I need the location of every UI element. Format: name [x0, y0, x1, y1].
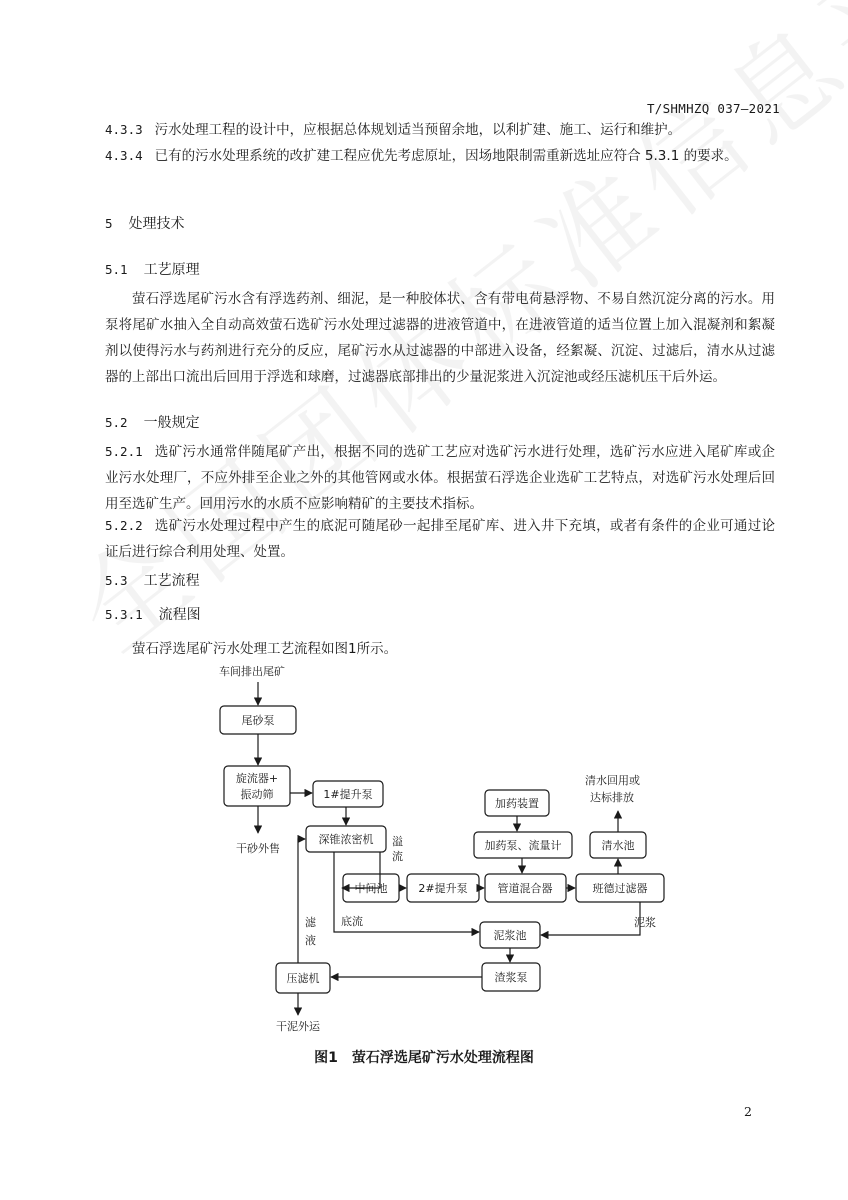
clause-text: 已有的污水处理系统的改扩建工程应优先考虑原址，因场地限制需重新选址应符合 5.3.1 的要求。 [154, 148, 738, 164]
section-title: 处理技术 [128, 216, 185, 232]
dry-mud-label: 干泥外运 [276, 1020, 320, 1033]
overflow-label-1: 溢 [392, 835, 403, 848]
section-title: 流程图 [158, 607, 201, 623]
filtrate-label-1: 滤 [305, 916, 316, 929]
clause-number: 4.3.4 [105, 148, 143, 163]
clause-number: 4.3.3 [105, 122, 143, 137]
section-number: 5.3.1 [105, 607, 143, 622]
section-title: 工艺原理 [143, 262, 200, 278]
section-number: 5.3 [105, 573, 128, 588]
section-title: 工艺流程 [143, 573, 200, 589]
clause-text: 污水处理工程的设计中，应根据总体规划适当预留余地，以利扩建、施工、运行和维护。 [154, 122, 682, 138]
lift-pump-2-label: 2#提升泵 [418, 882, 468, 895]
figure-caption: 图1 萤石浮选尾矿污水处理流程图 [314, 1050, 534, 1066]
cyclone-label-2: 振动筛 [240, 788, 274, 801]
clear-pool-label: 清水池 [601, 839, 635, 852]
thickener-label: 深锥浓密机 [318, 833, 374, 846]
reuse-label-1: 清水回用或 [585, 774, 640, 787]
section-number: 5.1 [105, 262, 128, 277]
section-title: 一般规定 [143, 415, 200, 431]
section-number: 5 [105, 216, 113, 231]
arrow-filter-to-mudpool [541, 902, 640, 935]
document-id: T/SHMHZQ 037—2021 [646, 101, 780, 116]
lift-pump-1-label: 1#提升泵 [323, 788, 373, 801]
clause-text: 选矿污水通常伴随尾矿产出，根据不同的选矿工艺应对选矿污水进行处理，选矿污水应进入尾矿库或企业污水处理厂，不应外排至企业之外的其他管网或水体。根据萤石浮选企业选矿工艺特点，对选矿污水处理后回用至选矿生产。回用污水的水质不应影响精矿的主要技术指标。 [105, 444, 775, 512]
overflow-label-2: 流 [392, 850, 403, 863]
dosing-pump-label: 加药泵、流量计 [484, 839, 562, 852]
pipe-mixer-label: 管道混合器 [497, 882, 553, 895]
underflow-label: 底流 [341, 915, 363, 928]
figure-intro-text: 萤石浮选尾矿污水处理工艺流程如图1所示。 [132, 641, 398, 657]
reuse-label-2: 达标排放 [590, 791, 634, 804]
cyclone-label-1: 旋流器+ [235, 772, 279, 785]
source-label: 车间排出尾矿 [219, 665, 285, 678]
clause-number: 5.2.1 [105, 444, 143, 459]
dry-sand-label: 干砂外售 [236, 842, 280, 855]
section-5-1-body: 萤石浮选尾矿污水含有浮选药剂、细泥，是一种胶体状、含有带电荷悬浮物、不易自然沉淀分离的污水。用泵将尾矿水抽入全自动高效萤石选矿污水处理过滤器的进液管道中，在进液管道的适当位置上加入混凝剂和絮凝剂以使得污水与药剂进行充分的反应，尾矿污水从过滤器的中部进入设备，经絮凝、沉淀、过滤后，清水从过滤器的上部出口流出后回用于浮选和球磨，过滤器底部排出的少量泥浆进入沉淀池或经压滤机压干后外运。 [105, 291, 775, 385]
filtrate-label-2: 液 [305, 934, 316, 947]
middle-tank-label: 中间池 [354, 882, 388, 895]
arrow-filtrate-return [298, 839, 305, 963]
dosing-device-label: 加药装置 [495, 797, 539, 810]
section-number: 5.2 [105, 415, 128, 430]
filter-press-label: 压滤机 [286, 972, 320, 985]
page-number: 2 [744, 1104, 752, 1119]
clause-text: 选矿污水处理过程中产生的底泥可随尾砂一起排至尾矿库、进入井下充填，或者有条件的企业可通过论证后进行综合利用处理、处置。 [105, 518, 775, 560]
tailings-pump-label: 尾砂泵 [241, 714, 275, 727]
slurry-pump-label: 渣浆泵 [494, 971, 528, 984]
clause-number: 5.2.2 [105, 518, 143, 533]
filter-label: 班德过滤器 [592, 882, 648, 895]
mud-label: 泥浆 [634, 916, 656, 929]
mud-pool-label: 泥浆池 [493, 929, 527, 942]
